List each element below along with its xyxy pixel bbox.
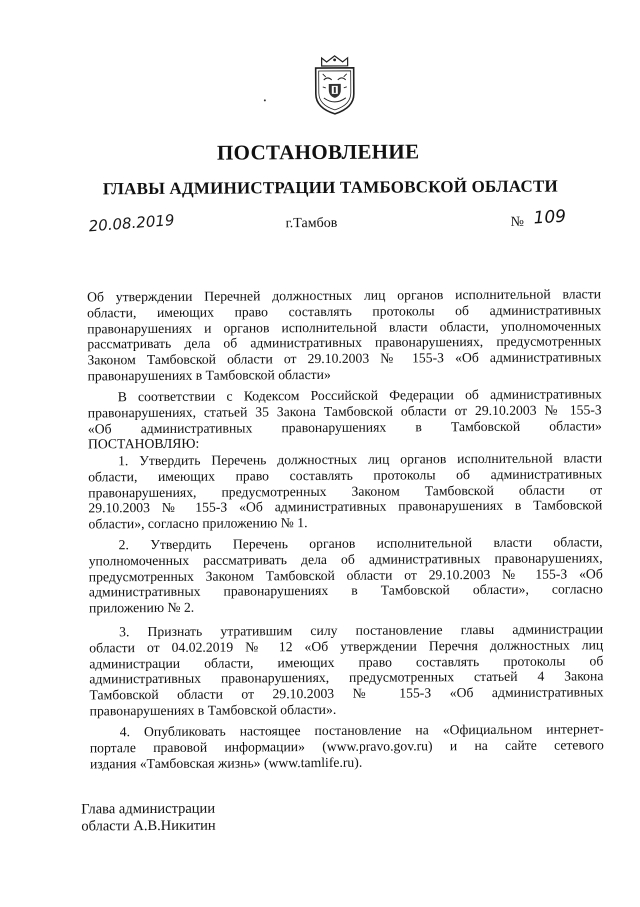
signature-name: области А.В.Никитин: [81, 817, 216, 834]
text-line: 3. Признать утратившим силу постановление главы администрации: [119, 621, 604, 640]
text-line: уполномоченных рассматривать дела об административных правонарушениях,: [88, 550, 603, 569]
text-line: Тамбовской области от 29.10.2003 № 155-З «Об административных: [89, 684, 604, 703]
signature-block: [81, 801, 216, 835]
text-line: издания «Тамбовская жизнь» (www.tamlife.ru).: [89, 754, 363, 772]
text-line: администрации области, имеющих право составлять протоколы об: [89, 652, 604, 672]
text-line: рассматривать дела об административных правонарушениях, предусмотренных: [87, 333, 602, 352]
text-line: приложению № 2.: [88, 599, 195, 616]
handwritten-date: 20.08.2019: [88, 210, 176, 236]
clause-1: [88, 450, 602, 532]
text-line: предусмотренных Законом Тамбовской области от 29.10.2003 № 155-З «Об: [88, 565, 603, 585]
text-line: административных правонарушениях в Тамбовской области», согласно: [88, 581, 603, 600]
text-line: административных правонарушениях, предусмотренных статьей 4 Закона: [89, 668, 604, 687]
text-line: 2. Утвердить Перечень органов исполнительной власти области,: [118, 534, 603, 553]
text-line: правонарушениях, предусмотренных Законом Тамбовской области от: [88, 481, 603, 501]
text-line: Об утверждении Перечней должностных лиц органов исполнительной власти: [87, 286, 602, 305]
subject-paragraph: [87, 286, 602, 384]
city-label: г.Тамбов: [285, 215, 338, 232]
text-line: правонарушениях и органов исполнительной власти области, уполномоченных: [87, 317, 602, 337]
text-line: области от 04.02.2019 № 12 «Об утверждении Перечня должностных лиц: [89, 637, 604, 656]
text-line: 29.10.2003 № 155-З «Об административных правонарушениях в Тамбовской: [88, 497, 603, 516]
text-line: «Об административных правонарушениях в Тамбовской области»: [87, 417, 602, 437]
text-line: 4. Опубликовать настоящее постановление на «Официальном интернет-: [119, 721, 604, 740]
signature-title: Глава администрации: [81, 800, 216, 818]
text-line: 1. Утвердить Перечень должностных лиц органов исполнительной власти: [118, 450, 603, 469]
text-line: правонарушениях в Тамбовской области»: [87, 366, 331, 384]
text-line: области», согласно приложению № 1.: [88, 515, 308, 532]
text-line: В соответствии с Кодексом Российской Федерации об административных: [117, 386, 602, 405]
preamble-paragraph: [88, 386, 602, 452]
coat-of-arms-emblem: [310, 54, 360, 116]
text-line: портале правовой информации» (www.pravo.gov.ru) и на сайте сетевого: [89, 737, 604, 756]
scan-speck: [264, 99, 266, 101]
clause-3: [89, 621, 604, 719]
text-line: правонарушениях в Тамбовской области».: [89, 701, 337, 719]
document-subtitle: ГЛАВЫ АДМИНИСТРАЦИИ ТАМБОВСКОЙ ОБЛАСТИ: [102, 176, 559, 199]
clause-4: [90, 721, 604, 772]
number-sign: №: [510, 214, 525, 230]
text-line: области, имеющих право составлять протоколы об административных: [87, 302, 602, 321]
text-line: ПОСТАНОВЛЯЮ:: [87, 436, 200, 452]
document-title: ПОСТАНОВЛЕНИЕ: [216, 139, 420, 165]
text-line: правонарушениях, статьей 35 Закона Тамбовской области от 29.10.2003 № 155-З: [87, 402, 602, 421]
text-line: Законом Тамбовской области от 29.10.2003 № 155-З «Об административных: [87, 349, 602, 368]
handwritten-number: 109: [533, 206, 567, 229]
text-line: области, имеющих право составлять протоколы об административных: [88, 466, 603, 485]
clause-2: [89, 534, 603, 616]
